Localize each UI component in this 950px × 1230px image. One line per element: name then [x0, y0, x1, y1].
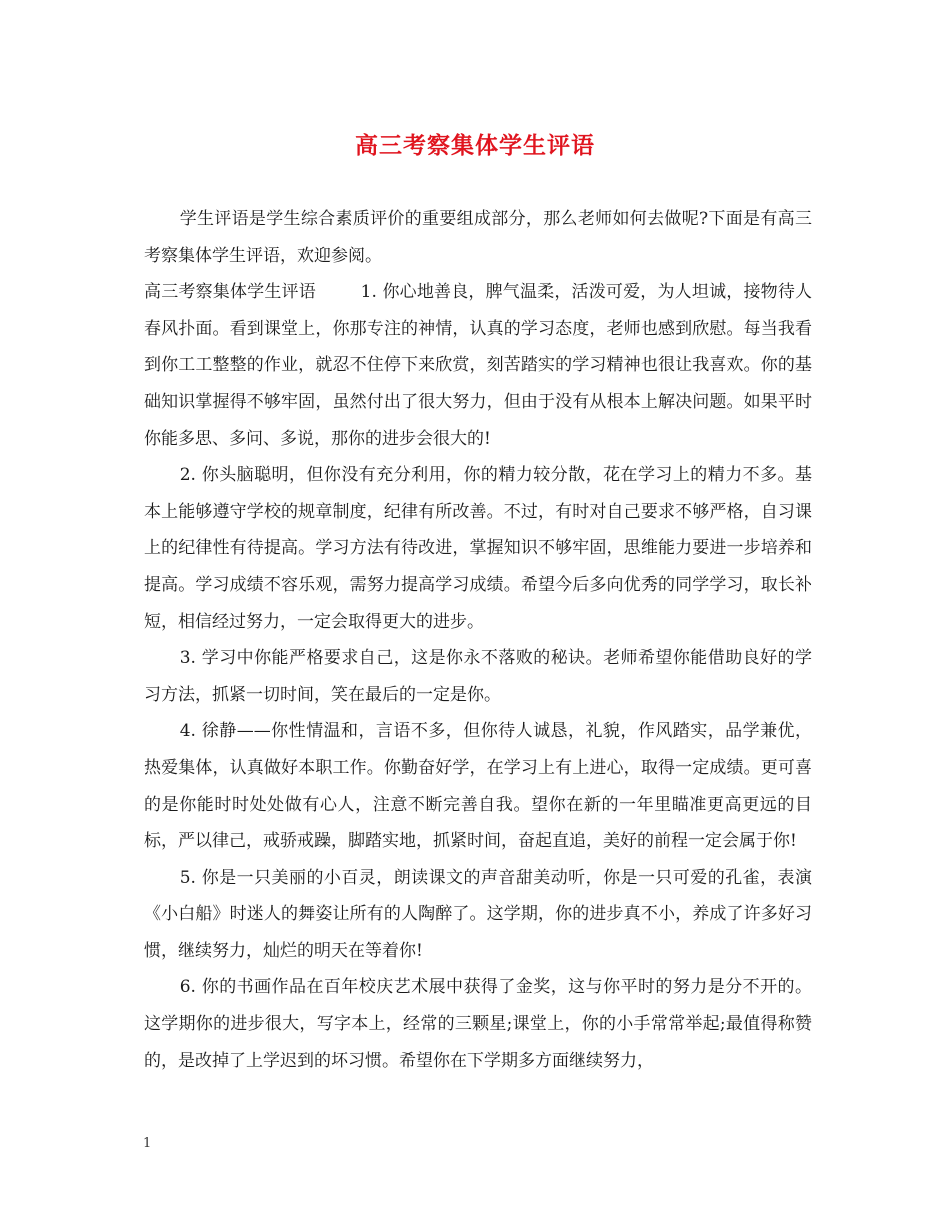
comment-paragraph-6: 6. 你的书画作品在百年校庆艺术展中获得了金奖，这与你平时的努力是分不开的。这学期你的进步很大，写字本上，经常的三颗星;课堂上，你的小手常常举起;最值得称赞的，是改掉了上学迟到的坏习惯。希望你在下学期多方面继续努力， [144, 977, 812, 1071]
comment-paragraph-4: 4. 徐静——你性情温和，言语不多，但你待人诚恳，礼貌，作风踏实，品学兼优，热爱集体，认真做好本职工作。你勤奋好学，在学习上有上进心，取得一定成绩。更可喜的是你能时时处处做有心人，注意不断完善自我。望你在新的一年里瞄准更高更远的目标，严以律己，戒骄戒躁，脚踏实地，抓紧时间，奋起直追，美好的前程一定会属于你! [144, 721, 812, 852]
comment-text-1: 1. 你心地善良，脾气温柔，活泼可爱，为人坦诚，接物待人春风扑面。看到课堂上，你那专注的神情，认真的学习态度，老师也感到欣慰。每当我看到你工工整整的作业，就忍不住停下来欣赏，刻苦踏实的学习精神也很让我喜欢。你的基础知识掌握得不够牢固，虽然付出了很大努力，但由于没有从根本上解决问题。如果平时你能多思、多问、多说，那你的进步会很大的! [144, 282, 813, 449]
comment-paragraph-5: 5. 你是一只美丽的小百灵，朗读课文的声音甜美动听，你是一只可爱的孔雀，表演《小白船》时迷人的舞姿让所有的人陶醉了。这学期，你的进步真不小，养成了许多好习惯，继续努力，灿烂的明天在等着你! [144, 867, 812, 961]
comment-paragraph-2: 2. 你头脑聪明，但你没有充分利用，你的精力较分散，花在学习上的精力不多。基本上能够遵守学校的规章制度，纪律有所改善。不过，有时对自己要求不够严格，自习课上的纪律性有待提高。学习方法有待改进，掌握知识不够牢固，思维能力要进一步培养和提高。学习成绩不容乐观，需努力提高学习成绩。希望今后多向优秀的同学学习，取长补短，相信经过努力，一定会取得更大的进步。 [144, 465, 812, 632]
intro-paragraph: 学生评语是学生综合素质评价的重要组成部分，那么老师如何去做呢?下面是有高三考察集体学生评语，欢迎参阅。 [144, 209, 812, 266]
comment-paragraph-3: 3. 学习中你能严格要求自己，这是你永不落败的秘诀。老师希望你能借助良好的学习方法，抓紧一切时间，笑在最后的一定是你。 [144, 648, 812, 705]
document-title: 高三考察集体学生评语 [355, 132, 595, 159]
comment-paragraph-1 [144, 274, 812, 457]
document-body [144, 201, 812, 1079]
section-heading: 高三考察集体学生评语 [144, 282, 316, 303]
page-number: 1 [143, 1136, 152, 1151]
